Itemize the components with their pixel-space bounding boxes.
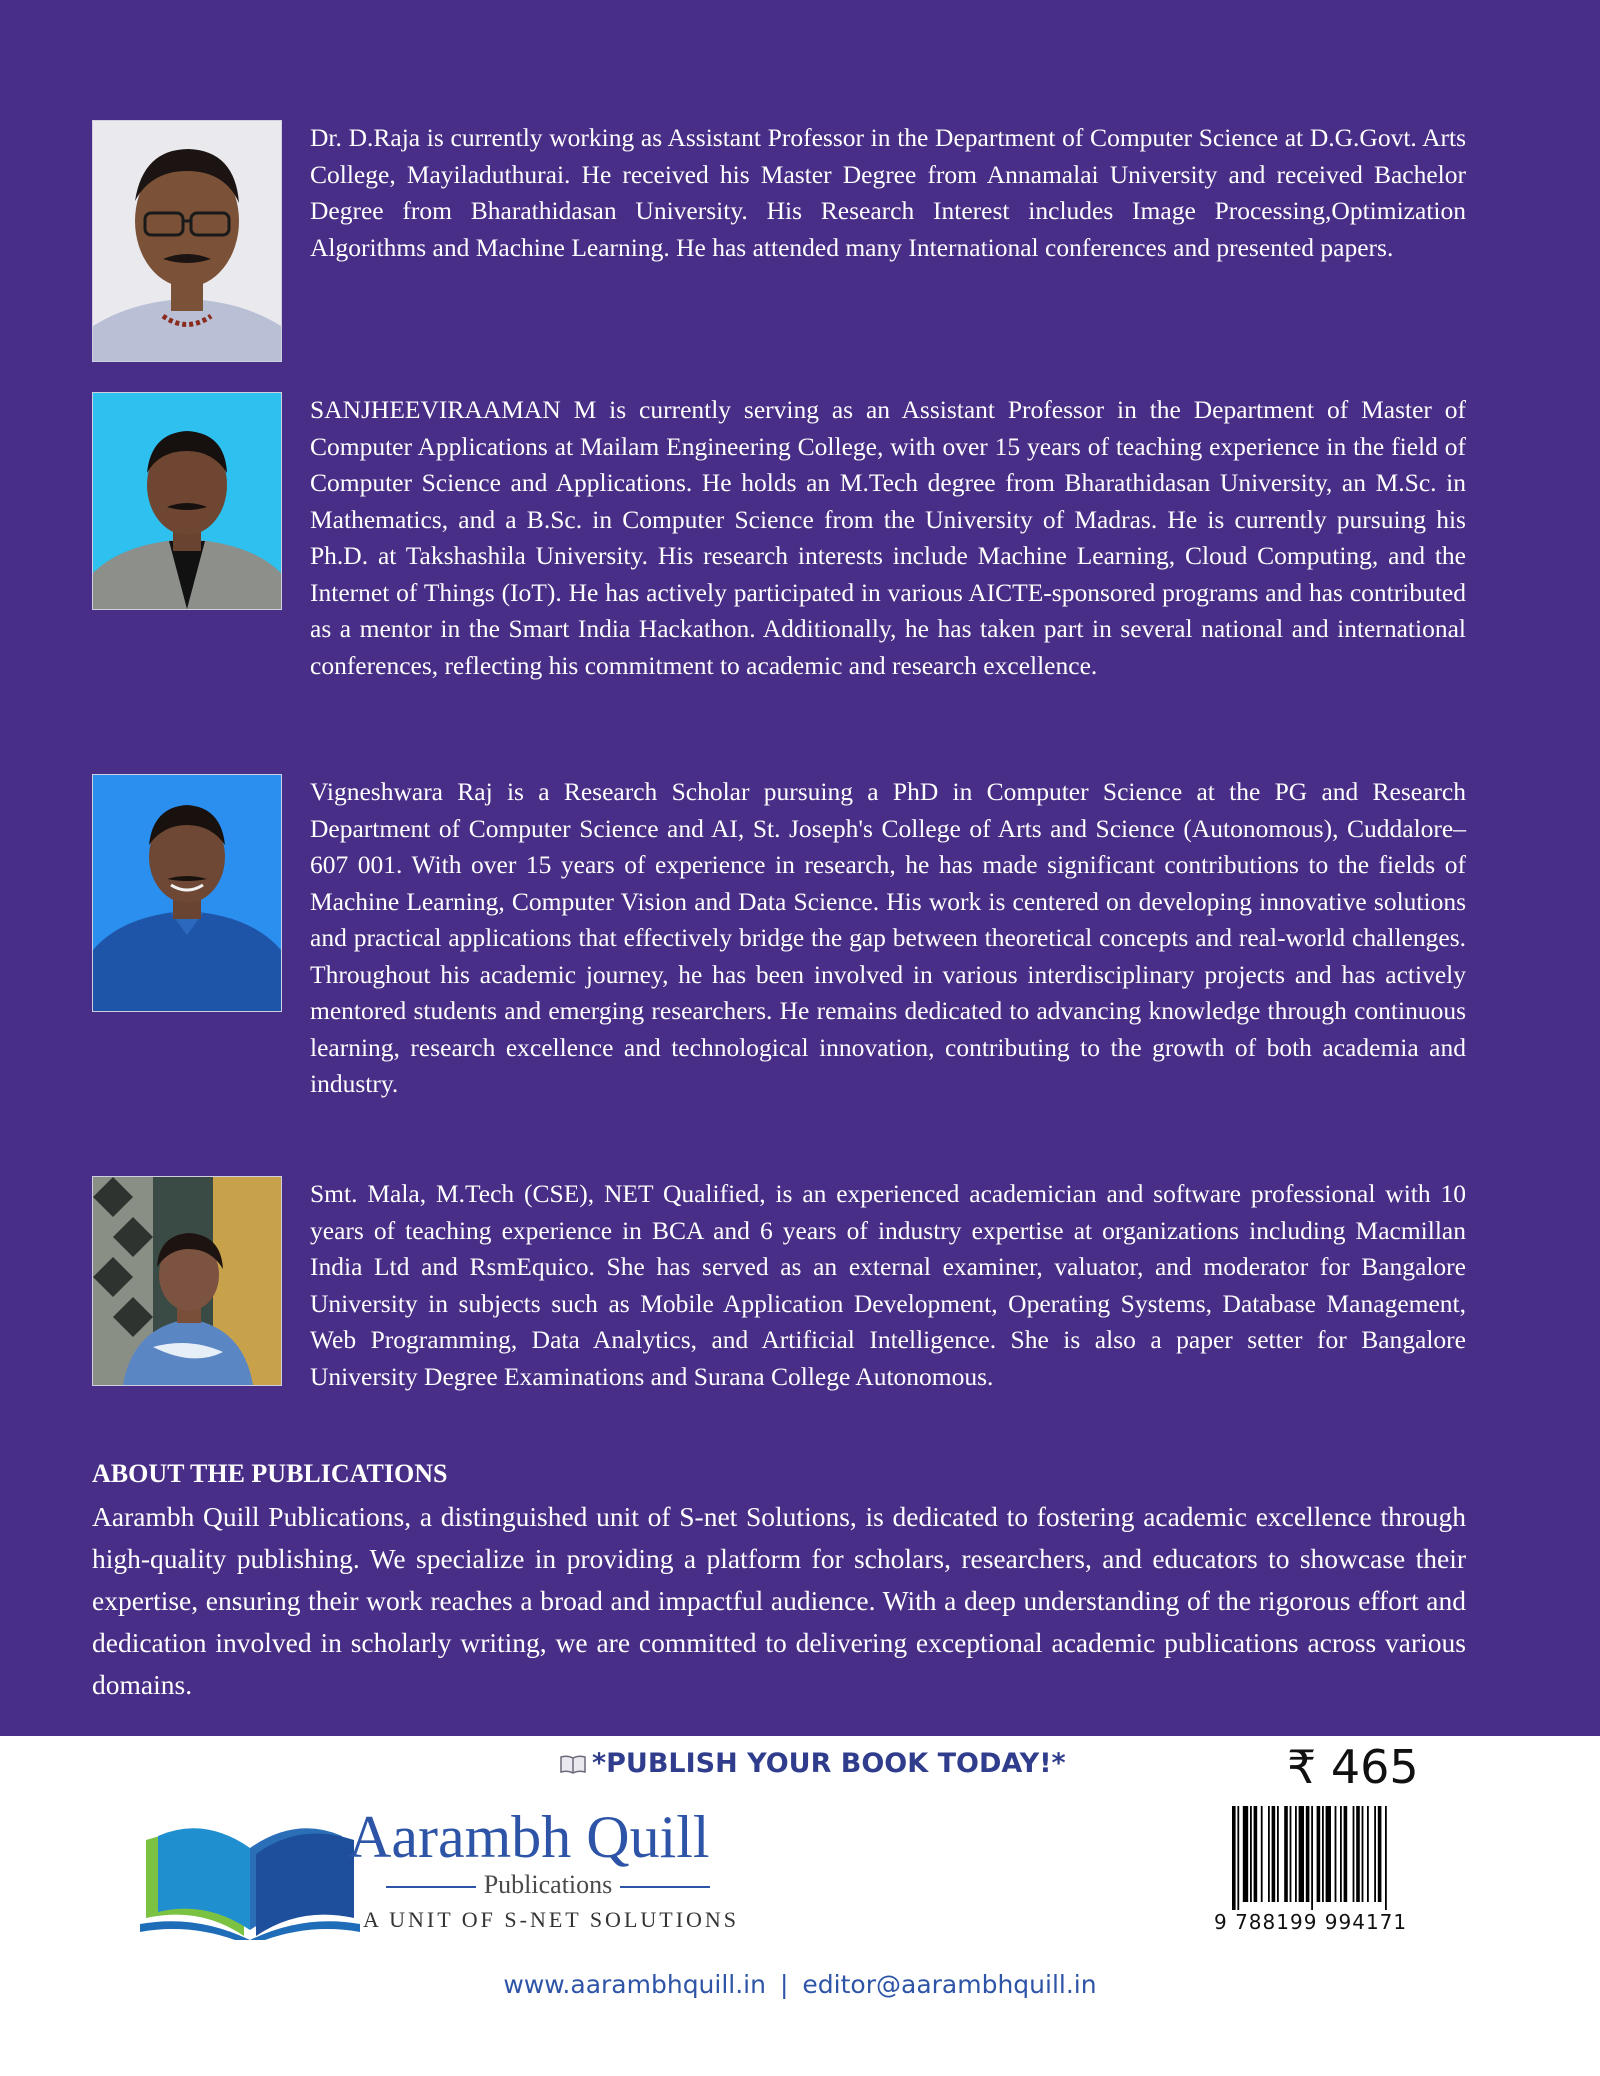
author-bio-3 <box>92 774 1466 1144</box>
barcode-bar <box>1272 1806 1276 1902</box>
publisher-subtitle-row <box>348 1870 748 1900</box>
author-photo-4-image <box>93 1177 281 1385</box>
price: ₹ 465 <box>1287 1740 1419 1794</box>
website-link[interactable]: www.aarambhquill.in <box>503 1970 766 1999</box>
open-book-icon <box>560 1754 586 1774</box>
barcode-bar <box>1356 1806 1360 1902</box>
barcode-bar <box>1268 1806 1270 1902</box>
barcode-bar <box>1284 1806 1288 1902</box>
publisher-subtitle: Publications <box>483 1870 613 1899</box>
barcode-bar <box>1374 1806 1376 1902</box>
barcode-bar <box>1295 1806 1297 1902</box>
divider <box>620 1886 710 1888</box>
barcode-bar <box>1340 1806 1342 1902</box>
about-section <box>92 1456 1466 1706</box>
author-photo-4 <box>92 1176 282 1386</box>
publisher-name: Aarambh Quill <box>348 1804 710 1870</box>
author-photo-2 <box>92 392 282 610</box>
author-photo-1 <box>92 120 282 362</box>
barcode-bar <box>1326 1806 1331 1902</box>
footer-contact <box>400 1968 1200 2002</box>
author-photo-2-image <box>93 393 281 609</box>
email-link[interactable]: editor@aarambhquill.in <box>802 1970 1097 1999</box>
barcode-bar <box>1344 1806 1348 1902</box>
author-photo-3-image <box>93 775 281 1011</box>
barcode-bar <box>1237 1806 1239 1910</box>
author-photo-3 <box>92 774 282 1012</box>
author-photo-1-image <box>93 121 281 361</box>
barcode <box>1228 1802 1450 1912</box>
author-bio-4 <box>92 1176 1466 1436</box>
publish-cta-text: *PUBLISH YOUR BOOK TODAY!* <box>592 1748 1066 1779</box>
divider <box>386 1886 476 1888</box>
author-bio-1-text: Dr. D.Raja is currently working as Assistant Professor in the Department of Computer Science at D.G.Govt. Arts College, Mayiladuthurai. He received his Master Degree from Annamalai University and received Bachelor Degree from Bharathidasan University. His Research Interest includes Image Processing,Optimization Algorithms and Machine Learning. He has attended many International conferences and presented papers. <box>310 123 1466 262</box>
barcode-bar <box>1322 1806 1324 1902</box>
barcode-bar <box>1317 1806 1321 1902</box>
barcode-bar <box>1250 1806 1252 1902</box>
author-bio-2 <box>92 392 1466 757</box>
barcode-bar <box>1385 1806 1387 1910</box>
barcode-bar <box>1335 1806 1337 1902</box>
barcode-bar <box>1290 1806 1292 1902</box>
about-heading: ABOUT THE PUBLICATIONS <box>92 1459 448 1488</box>
barcode-bar <box>1254 1806 1258 1902</box>
barcode-bar <box>1306 1806 1310 1902</box>
barcode-bar <box>1277 1806 1279 1902</box>
barcode-bar <box>1367 1806 1369 1902</box>
publisher-unit: A UNIT OF S-NET SOLUTIONS <box>362 1907 740 1932</box>
barcode-bar <box>1311 1806 1313 1910</box>
barcode-bar <box>1243 1806 1248 1902</box>
author-bio-2-text: SANJHEEVIRAAMAN M is currently serving as an Assistant Professor in the Department of Master of Computer Applications at Mailam Engineering College, with over 15 years of teaching experience in the field of Computer Science and Applications. He holds an M.Tech degree from Bharathidasan University, an M.Sc. in Mathematics, and a B.Sc. in Computer Science from the University of Madras. He is currently pursuing his Ph.D. at Takshashila University. His research interests include Machine Learning, Cloud Computing, and the Internet of Things (IoT). He has actively participated in various AICTE-sponsored programs and has contributed as a mentor in the Smart India Hackathon. Additionally, he has taken part in several national and international conferences, reflecting his commitment to academic and research excellence. <box>310 395 1466 680</box>
barcode-bar <box>1353 1806 1355 1902</box>
author-bio-4-text: Smt. Mala, M.Tech (CSE), NET Qualified, is an experienced academician and software professional with 10 years of teaching experience in BCA and 6 years of industry expertise at organizations including Macmillan India Ltd and RsmEquico. She has served as an external examiner, valuator, and moderator for Bangalore University in subjects such as Mobile Application Development, Operating Systems, Database Management, Web Programming, Data Analytics, and Artificial Intelligence. She is also a paper setter for Bangalore University Degree Examinations and Surana College Autonomous. <box>310 1179 1466 1391</box>
footer-separator: | <box>779 1970 789 1999</box>
publish-cta <box>560 1744 1080 1784</box>
author-bio-3-text: Vigneshwara Raj is a Research Scholar pursuing a PhD in Computer Science at the PG and Research Department of Computer Science and AI, St. Joseph's College of Arts and Science (Autonomous), Cuddalore–607 001. With over 15 years of experience in research, he has made significant contributions to the fields of Machine Learning, Computer Vision and Data Science. His work is centered on developing innovative solutions and practical applications that effectively bridge the gap between theoretical concepts and real-world challenges. Throughout his academic journey, he has been involved in various interdisciplinary projects and has actively mentored students and emerging researchers. He remains dedicated to advancing knowledge through continuous learning, research excellence and technological innovation, contributing to the growth of both academia and industry. <box>310 777 1466 1098</box>
about-text: Aarambh Quill Publications, a distinguished unit of S-net Solutions, is dedicated to fostering academic excellence through high-quality publishing. We specialize in providing a platform for scholars, researchers, and educators to showcase their expertise, ensuring their work reaches a broad and impactful audience. With a deep understanding of the rigorous effort and dedication involved in scholarly writing, we are committed to delivering exceptional academic publications across various domains. <box>92 1501 1466 1700</box>
barcode-number: 9 788199 994171 <box>1214 1910 1408 1934</box>
barcode-bar <box>1378 1806 1382 1902</box>
barcode-bar <box>1261 1806 1263 1902</box>
author-bio-1 <box>92 120 1466 365</box>
barcode-bar <box>1299 1806 1304 1902</box>
barcode-bar <box>1232 1806 1236 1910</box>
barcode-bar <box>1362 1806 1364 1902</box>
